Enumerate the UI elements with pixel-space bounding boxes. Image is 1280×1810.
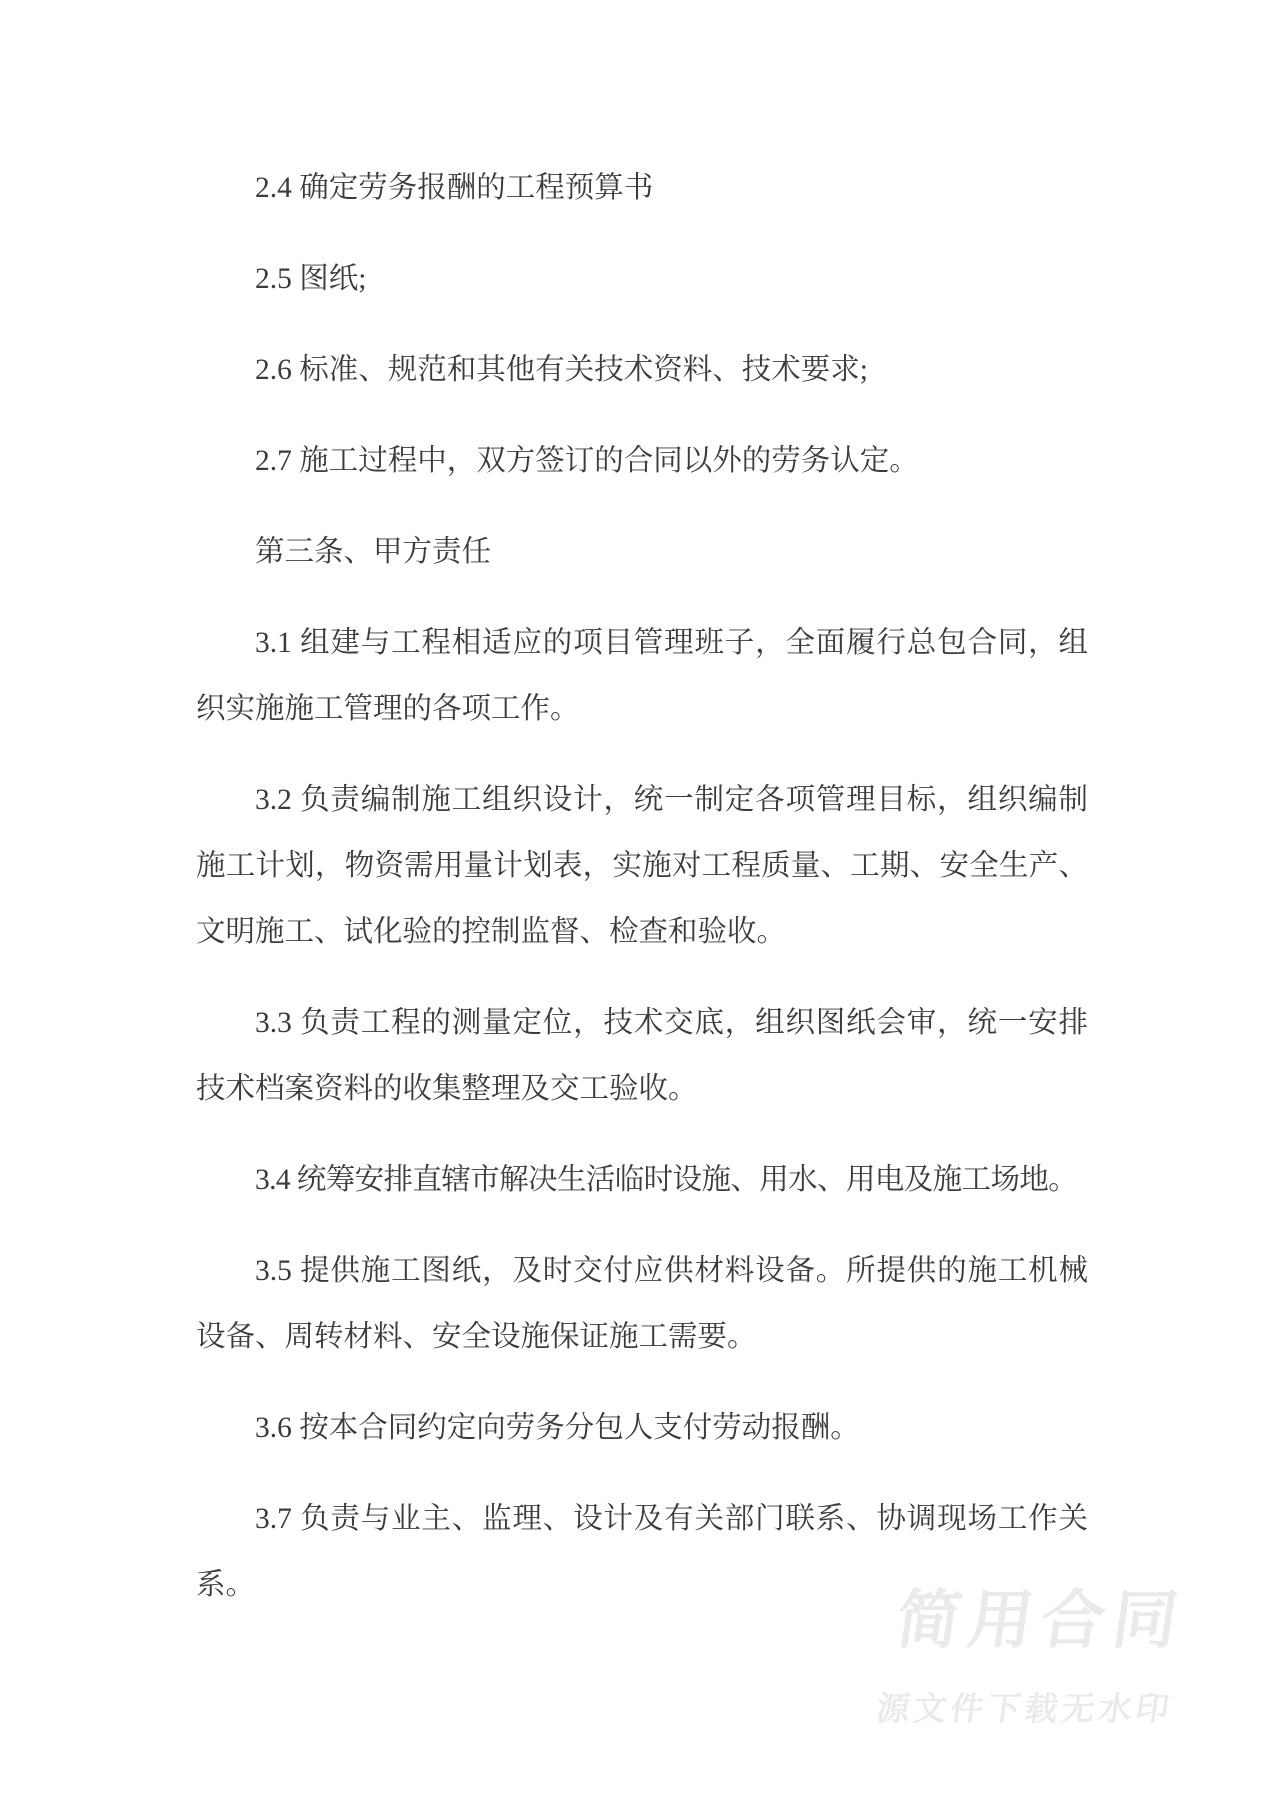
- clause-3-1: 3.1 组建与工程相适应的项目管理班子，全面履行总包合同，组织实施施工管理的各项工作。: [196, 627, 1088, 725]
- watermark-title: 简用合同: [892, 1584, 1191, 1656]
- clause-3-2: 3.2 负责编制施工组织设计，统一制定各项管理目标，组织编制施工计划，物资需用量计划表，实施对工程质量、工期、安全生产、文明施工、试化验的控制监督、检查和验收。: [196, 784, 1088, 948]
- clause-3-5: 3.5 提供施工图纸，及时交付应供材料设备。所提供的施工机械设备、周转材料、安全设施保证施工需要。: [196, 1255, 1088, 1353]
- contract-text-block: [196, 155, 1088, 1643]
- heading-article-3: 第三条、甲方责任: [255, 536, 492, 568]
- clause-3-7: 3.7 负责与业主、监理、设计及有关部门联系、协调现场工作关系。: [196, 1503, 1088, 1601]
- watermark-subtitle: 源文件下载无水印: [874, 1690, 1176, 1727]
- clause-2-7: 2.7 施工过程中，双方签订的合同以外的劳务认定。: [255, 445, 919, 477]
- clause-3-4: 3.4 统筹安排直辖市解决生活临时设施、用水、用电及施工场地。: [255, 1164, 1078, 1196]
- clause-3-3: 3.3 负责工程的测量定位，技术交底，组织图纸会审，统一安排技术档案资料的收集整理及交工验收。: [196, 1007, 1088, 1105]
- clause-2-4: 2.4 确定劳务报酬的工程预算书: [255, 172, 654, 204]
- clause-2-6: 2.6 标准、规范和其他有关技术资料、技术要求;: [255, 354, 868, 386]
- clause-3-6: 3.6 按本合同约定向劳务分包人支付劳动报酬。: [255, 1412, 860, 1444]
- clause-2-5: 2.5 图纸;: [255, 263, 367, 295]
- watermark: [874, 1584, 1191, 1727]
